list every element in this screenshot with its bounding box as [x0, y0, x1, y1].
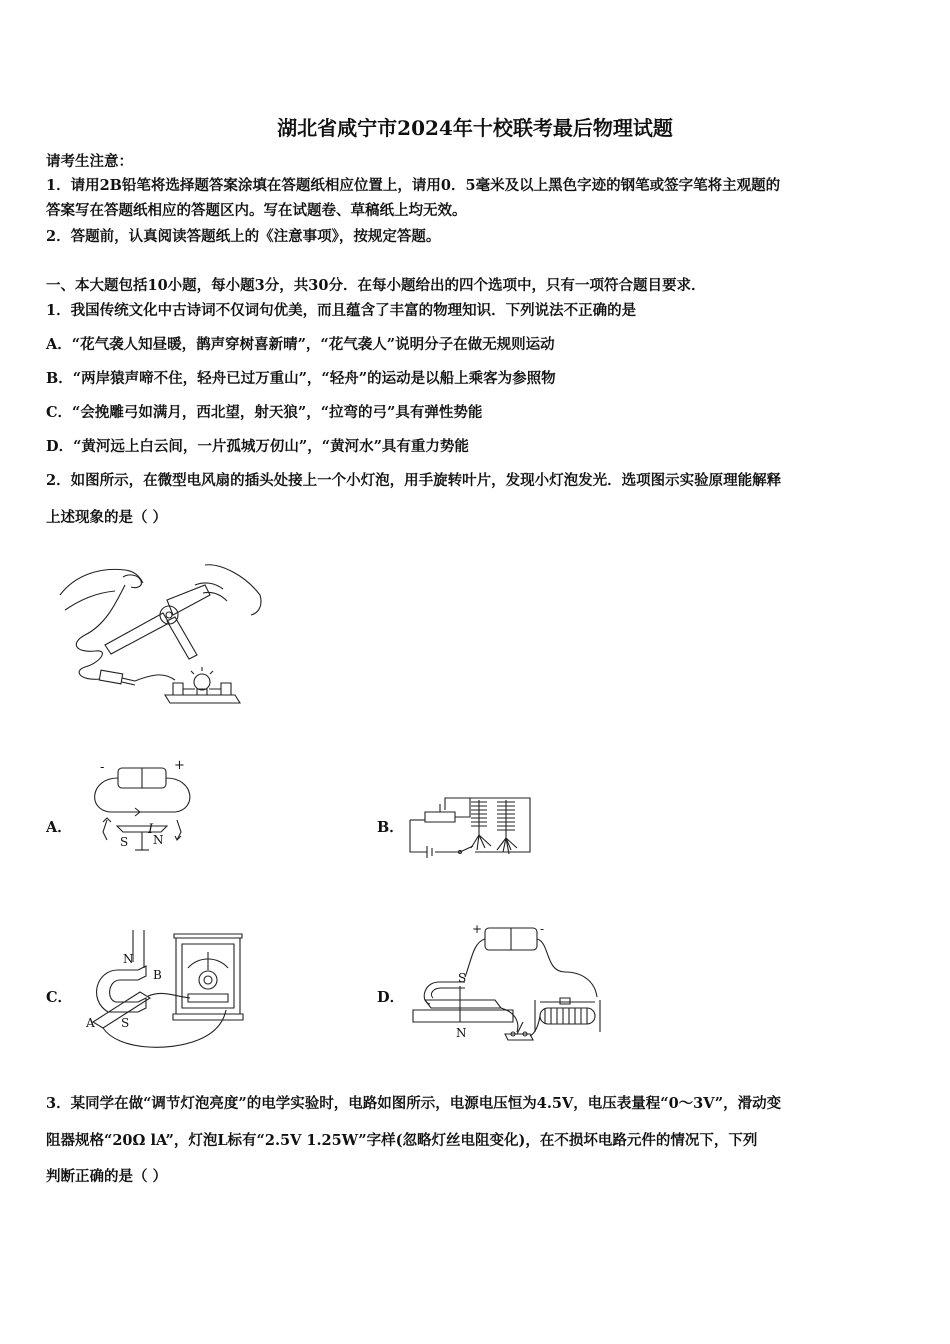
fig-a-s: S — [120, 835, 129, 849]
notice-item1-line2: 答案写在答题纸相应的答题区内。写在试题卷、草稿纸上均无效。 — [46, 202, 467, 219]
figure-b-electromagnets — [405, 790, 535, 870]
q1-option-a: A．“花气袭人知昼暖，鹊声穿树喜新晴”，“花气袭人”说明分子在做无规则运动 — [46, 336, 555, 353]
q2-option-b-label: B． — [377, 819, 404, 836]
q3-line1: 3．某同学在做“调节灯泡亮度”的电学实验时，电路如图所示，电源电压恒为4.5V，电压表量程“0～3V”，滑动变 — [46, 1095, 782, 1112]
q1-option-d: D．“黄河远上白云间，一片孤城万仞山”，“黄河水”具有重力势能 — [46, 438, 469, 455]
fig-a-minus: - — [100, 760, 105, 775]
q2-option-d-label: D． — [377, 989, 405, 1006]
q2-stem-line2: 上述现象的是（ ） — [46, 509, 168, 526]
q2-stem-line1: 2．如图所示，在微型电风扇的插头处接上一个小灯泡，用手旋转叶片，发现小灯泡发光．选项图示实验原理能解释 — [46, 472, 782, 489]
q3-line2: 阻器规格“20Ω lA”，灯泡L标有“2.5V 1.25W”字样(忽略灯丝电阻变化)，在不损坏电路元件的情况下，下列 — [46, 1132, 758, 1149]
fig-c-s: S — [121, 1016, 130, 1030]
q1-option-b: B．“两岸猿声啼不住，轻舟已过万重山”，“轻舟”的运动是以船上乘客为参照物 — [46, 370, 556, 387]
fan-bulb-figure — [55, 555, 270, 715]
fig-c-b: B — [153, 968, 162, 982]
q3-line3: 判断正确的是（ ） — [46, 1168, 168, 1185]
fig-a-plus: + — [174, 758, 185, 773]
q2-option-c-label: C． — [46, 989, 73, 1006]
fig-d-minus: - — [540, 922, 545, 936]
fig-c-n: N — [123, 952, 134, 966]
section1-header: 一、本大题包括10小题，每小题3分，共30分．在每小题给出的四个选项中，只有一项符合题目要求． — [46, 277, 706, 294]
q1-option-c: C．“会挽雕弓如满月，西北望，射天狼”，“拉弯的弓”具有弹性势能 — [46, 404, 483, 421]
q1-stem: 1．我国传统文化中古诗词不仅词句优美，而且蕴含了丰富的物理知识．下列说法不正确的是 — [46, 302, 637, 319]
q2-option-a-label: A． — [46, 819, 72, 836]
fig-d-plus: + — [472, 922, 483, 936]
notice-heading: 请考生注意： — [46, 153, 133, 170]
fig-d-n: N — [456, 1026, 467, 1040]
fig-a-current: I — [148, 822, 154, 837]
figure-d-motor-circuit — [405, 922, 610, 1050]
page-title: 湖北省咸宁市2024年十校联考最后物理试题 — [277, 116, 673, 140]
fig-d-s: S — [458, 971, 467, 985]
figure-c-magnet-galvanometer — [78, 930, 250, 1058]
notice-item2: 2．答题前，认真阅读答题纸上的《注意事项》，按规定答题。 — [46, 228, 441, 245]
notice-item1-line1: 1．请用2B铅笔将选择题答案涂填在答题纸相应位置上，请用0．5毫米及以上黑色字迹的钢笔或签字笔将主观题的 — [46, 177, 781, 194]
fig-c-a: A — [86, 1016, 95, 1030]
fig-a-n: N — [153, 833, 164, 847]
